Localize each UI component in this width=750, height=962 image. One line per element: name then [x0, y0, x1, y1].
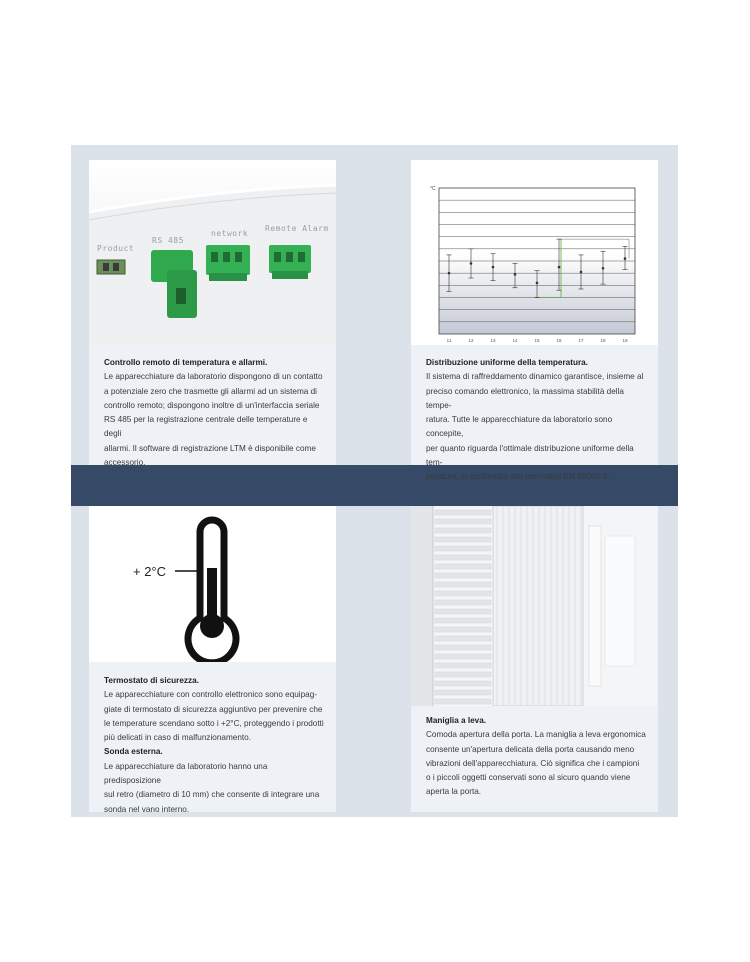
x-tick-label: 12	[468, 338, 474, 343]
handle-description	[426, 714, 651, 800]
mean-point	[536, 282, 539, 285]
chart-line: per quanto riguarda l'ottimale distribuzione uniforme della tem-	[426, 443, 634, 468]
temperature-chart-area	[411, 160, 658, 345]
x-tick-label: 14	[512, 338, 518, 343]
thermo-line: giate di termostato di sicurezza aggiuntivo per prevenire che	[104, 704, 323, 714]
card-lever-handle	[411, 506, 658, 812]
handle-illustration	[411, 506, 658, 706]
thermo-line: più delicati in caso di malfunzionamento.	[104, 733, 252, 743]
card-remote-control	[89, 160, 336, 468]
thermo-description	[104, 674, 324, 817]
mean-point	[580, 271, 583, 274]
probe-title: Sonda esterna.	[104, 747, 163, 757]
thermometer-graphic	[89, 506, 336, 662]
y-axis-unit: °C	[430, 186, 436, 192]
handle-line: vibrazioni dell'apparecchiatura. Ciò significa che i campioni	[426, 758, 640, 768]
remote-line: RS 485 per la registrazione centrale delle temperature e degli	[104, 415, 308, 439]
x-tick-label: 15	[534, 338, 540, 343]
mean-point	[624, 257, 627, 260]
connector-label-rs485: RS 485	[152, 236, 184, 245]
thermo-line: Le apparecchiature con controllo elettronico sono equipag-	[104, 690, 318, 700]
probe-line: sul retro (diametro di 10 mm) che consente di integrare una	[104, 790, 320, 800]
mean-point	[470, 262, 473, 265]
mean-point	[602, 267, 605, 270]
x-tick-labels	[447, 338, 628, 343]
remote-title: Controllo remoto di temperatura e allarmi.	[104, 358, 268, 367]
remote-line: controllo remoto; dispongono inoltre di un'interfaccia seriale	[104, 400, 320, 410]
chart-title: Distribuzione uniforme della temperatura.	[426, 358, 588, 367]
chart-line: peratura, in conformità alla normativa EN 60068-3.	[426, 472, 610, 482]
card-temperature-distribution	[411, 160, 658, 482]
mean-point	[448, 272, 451, 275]
chart-line: preciso comando elettronico, la massima stabilità della tempe-	[426, 386, 624, 410]
x-tick-label: 11	[446, 338, 452, 343]
x-tick-label: 13	[490, 338, 496, 343]
mean-point	[558, 266, 561, 269]
handle-line: aperta la porta.	[426, 787, 482, 797]
remote-line: Le apparecchiature da laboratorio dispongono di un contatto	[104, 372, 323, 382]
remote-line: allarmi. Il software di registrazione LTM è disponibile come	[104, 443, 316, 453]
x-tick-label: 17	[578, 338, 584, 343]
mean-point	[492, 266, 495, 269]
remote-line: accessorio.	[104, 458, 146, 468]
temperature-chart	[411, 160, 658, 345]
chart-line: Il sistema di raffreddamento dinamico garantisce, insieme al	[426, 372, 644, 382]
thermometer-icon	[89, 506, 336, 662]
x-tick-label: 16	[556, 338, 562, 343]
handle-line: o i piccoli oggetti conservati sono al sicuro quando viene	[426, 773, 631, 783]
connector-label-remote-alarm: Remote Alarm	[265, 224, 329, 233]
chart-description	[426, 356, 651, 485]
thermo-title: Termostato di sicurezza.	[104, 676, 199, 685]
connector-label-product: Product	[97, 244, 135, 253]
remote-description	[104, 356, 324, 470]
x-tick-label: 18	[600, 338, 606, 343]
x-tick-label: 19	[622, 338, 628, 343]
probe-line: sonda nel vano interno.	[104, 804, 190, 814]
handle-title: Maniglia a leva.	[426, 716, 487, 725]
handle-line: Comoda apertura della porta. La maniglia a leva ergonomica	[426, 730, 646, 740]
remote-line: a potenziale zero che trasmette gli allarmi ad un sistema di	[104, 386, 317, 396]
card-safety-thermostat	[89, 506, 336, 812]
probe-line: Le apparecchiature da laboratorio hanno una predisposizione	[104, 761, 268, 786]
chart-line: ratura. Tutte le apparecchiature da laboratorio sono concepite,	[426, 415, 613, 439]
mean-point	[514, 273, 517, 276]
connector-photo	[89, 160, 336, 345]
handle-line: consente un'apertura delicata della porta causando meno	[426, 744, 635, 754]
thermo-line: le temperature scendano sotto i +2°C, proteggendo i prodotti	[104, 718, 324, 728]
handle-photo	[411, 506, 658, 706]
thermostat-setpoint-label: + 2°C	[133, 564, 167, 579]
connector-label-network: network	[211, 229, 249, 238]
